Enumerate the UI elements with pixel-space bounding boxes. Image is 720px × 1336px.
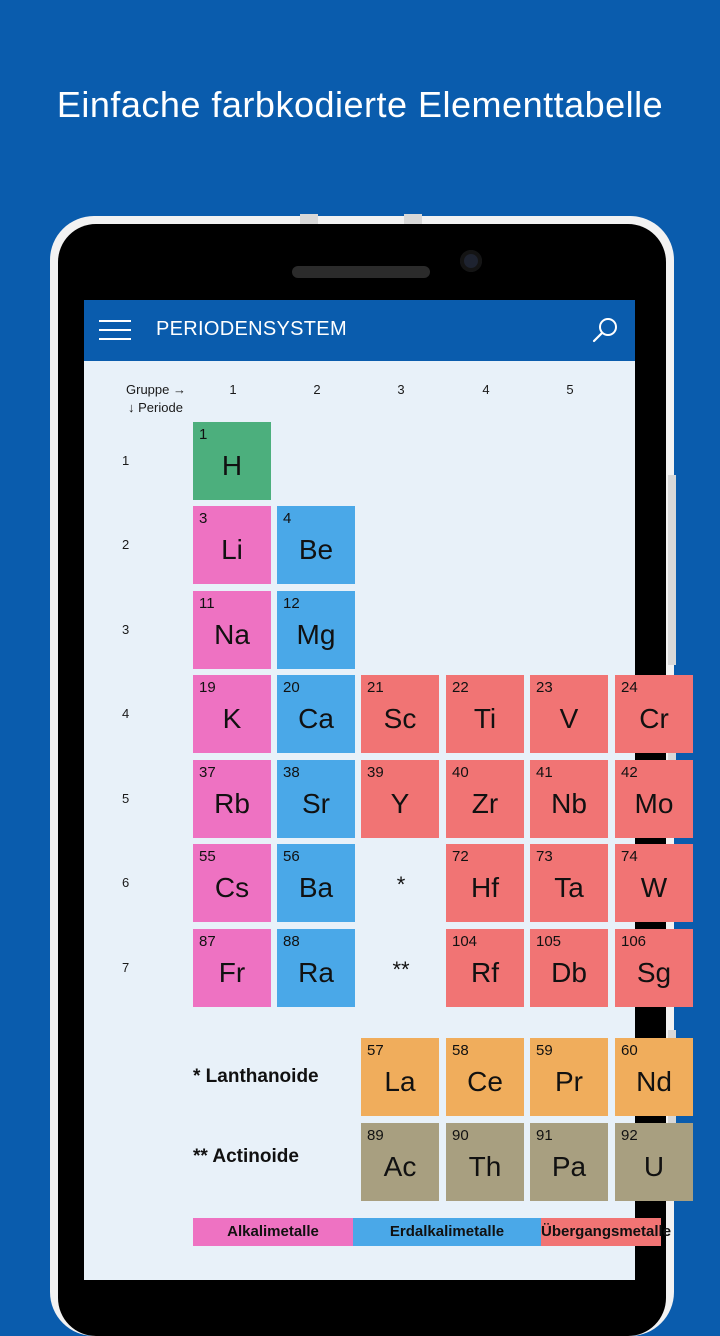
period-number: 1 — [122, 453, 130, 468]
atomic-number: 1 — [199, 426, 208, 443]
element-symbol: Rf — [471, 957, 499, 988]
element-cell-sc[interactable] — [361, 675, 439, 753]
element-symbol: U — [643, 1151, 665, 1182]
search-icon[interactable] — [592, 317, 618, 343]
element-symbol: Zr — [471, 788, 499, 819]
element-cell-u[interactable] — [615, 1123, 693, 1201]
atomic-number: 41 — [536, 764, 553, 781]
atomic-number: 38 — [283, 764, 300, 781]
atomic-number: 72 — [452, 848, 469, 865]
element-symbol: Ta — [554, 872, 584, 903]
element-cell-ca[interactable] — [277, 675, 355, 753]
atomic-number: 92 — [621, 1127, 638, 1144]
element-cell-ta[interactable] — [530, 844, 608, 922]
element-symbol: Nb — [551, 788, 587, 819]
element-cell-ce[interactable] — [446, 1038, 524, 1116]
period-number: 5 — [122, 791, 130, 806]
app-bar — [84, 300, 635, 361]
element-symbol: Th — [468, 1151, 502, 1182]
lanthanide-marker: * — [396, 872, 406, 897]
atomic-number: 90 — [452, 1127, 469, 1144]
element-symbol: Db — [551, 957, 587, 988]
period-axis-header: ↓ Periode — [128, 400, 183, 415]
element-cell-nd[interactable] — [615, 1038, 693, 1116]
atomic-number: 22 — [452, 679, 469, 696]
atomic-number: 3 — [199, 510, 208, 527]
element-symbol: Y — [390, 788, 410, 819]
app-title: PERIODENSYSTEM — [156, 318, 347, 340]
app-screen — [84, 300, 674, 1280]
actinide-series-label: ** Actinoide — [193, 1146, 299, 1167]
period-number: 4 — [122, 706, 130, 721]
atomic-number: 105 — [536, 933, 562, 950]
group-number: 1 — [229, 382, 237, 397]
atomic-number: 58 — [452, 1042, 469, 1059]
element-cell-cs[interactable] — [193, 844, 271, 922]
element-cell-pr[interactable] — [530, 1038, 608, 1116]
atomic-number: 89 — [367, 1127, 384, 1144]
element-cell-rb[interactable] — [193, 760, 271, 838]
group-number: 3 — [397, 382, 405, 397]
element-cell-pa[interactable] — [530, 1123, 608, 1201]
lanthanide-series-label: * Lanthanoide — [193, 1066, 319, 1087]
element-symbol: Mo — [634, 788, 674, 819]
element-symbol: Cr — [639, 703, 669, 734]
element-symbol: Pr — [555, 1066, 583, 1097]
element-cell-fr[interactable] — [193, 929, 271, 1007]
element-symbol: K — [222, 703, 242, 734]
element-cell-k[interactable] — [193, 675, 271, 753]
atomic-number: 91 — [536, 1127, 553, 1144]
atomic-number: 19 — [199, 679, 216, 696]
earpiece-speaker — [292, 266, 430, 278]
atomic-number: 74 — [621, 848, 638, 865]
element-cell-w[interactable] — [615, 844, 693, 922]
atomic-number: 4 — [283, 510, 292, 527]
atomic-number: 73 — [536, 848, 553, 865]
phone-volume-button — [668, 475, 676, 665]
element-symbol: Ce — [467, 1066, 503, 1097]
atomic-number: 56 — [283, 848, 300, 865]
element-cell-v[interactable] — [530, 675, 608, 753]
element-symbol: Sc — [383, 703, 417, 734]
element-symbol: Ba — [298, 872, 334, 903]
atomic-number: 12 — [283, 595, 300, 612]
element-cell-be[interactable] — [277, 506, 355, 584]
element-symbol: Ca — [298, 703, 334, 734]
element-cell-ba[interactable] — [277, 844, 355, 922]
element-symbol: W — [640, 872, 668, 903]
group-axis-header: Gruppe → — [126, 382, 186, 397]
element-symbol: Mg — [296, 619, 336, 650]
atomic-number: 23 — [536, 679, 553, 696]
atomic-number: 20 — [283, 679, 300, 696]
element-cell-rf[interactable] — [446, 929, 524, 1007]
phone-top-button — [300, 214, 318, 224]
legend-item-alkali: Alkalimetalle — [193, 1218, 353, 1246]
atomic-number: 11 — [199, 595, 215, 612]
promo-title: Einfache farbkodierte Elementtabelle — [56, 84, 664, 125]
period-number: 6 — [122, 875, 130, 890]
element-symbol: Ti — [473, 703, 497, 734]
group-number: 4 — [482, 382, 490, 397]
element-cell-h[interactable] — [193, 422, 271, 500]
element-symbol: Fr — [218, 957, 246, 988]
element-symbol: Hf — [471, 872, 499, 903]
atomic-number: 24 — [621, 679, 638, 696]
element-cell-ra[interactable] — [277, 929, 355, 1007]
element-symbol: Sr — [302, 788, 330, 819]
element-symbol: Cs — [214, 872, 250, 903]
element-symbol: Ra — [298, 957, 334, 988]
actinide-marker: ** — [392, 957, 410, 982]
atomic-number: 39 — [367, 764, 384, 781]
element-cell-sr[interactable] — [277, 760, 355, 838]
element-cell-na[interactable] — [193, 591, 271, 669]
element-symbol: Rb — [214, 788, 250, 819]
element-symbol: Be — [298, 534, 334, 565]
element-cell-zr[interactable] — [446, 760, 524, 838]
atomic-number: 40 — [452, 764, 469, 781]
element-symbol: H — [221, 450, 243, 481]
atomic-number: 104 — [452, 933, 478, 950]
atomic-number: 55 — [199, 848, 216, 865]
front-camera — [460, 250, 482, 272]
atomic-number: 57 — [367, 1042, 384, 1059]
atomic-number: 88 — [283, 933, 300, 950]
element-symbol: Pa — [551, 1151, 587, 1182]
element-cell-mo[interactable] — [615, 760, 693, 838]
element-cell-sg[interactable] — [615, 929, 693, 1007]
element-cell-ac[interactable] — [361, 1123, 439, 1201]
group-number: 5 — [566, 382, 574, 397]
period-number: 7 — [122, 960, 130, 975]
element-cell-th[interactable] — [446, 1123, 524, 1201]
element-cell-hf[interactable] — [446, 844, 524, 922]
element-cell-la[interactable] — [361, 1038, 439, 1116]
element-cell-mg[interactable] — [277, 591, 355, 669]
group-number: 2 — [313, 382, 321, 397]
element-cell-nb[interactable] — [530, 760, 608, 838]
element-symbol: La — [384, 1066, 416, 1097]
element-cell-li[interactable] — [193, 506, 271, 584]
element-symbol: Nd — [636, 1066, 672, 1097]
atomic-number: 42 — [621, 764, 638, 781]
element-cell-cr[interactable] — [615, 675, 693, 753]
atomic-number: 59 — [536, 1042, 553, 1059]
phone-top-button — [404, 214, 422, 224]
element-symbol: V — [559, 703, 579, 734]
period-number: 2 — [122, 537, 130, 552]
hamburger-menu-icon[interactable] — [99, 320, 131, 340]
legend-item-alkaline: Erdalkalimetalle — [353, 1218, 541, 1246]
element-cell-ti[interactable] — [446, 675, 524, 753]
element-symbol: Na — [214, 619, 250, 650]
legend-item-transition: Übergangsmetalle — [541, 1218, 661, 1246]
atomic-number: 60 — [621, 1042, 638, 1059]
element-symbol: Sg — [636, 957, 672, 988]
atomic-number: 21 — [367, 679, 384, 696]
atomic-number: 87 — [199, 933, 216, 950]
atomic-number: 37 — [199, 764, 216, 781]
element-cell-db[interactable] — [530, 929, 608, 1007]
atomic-number: 106 — [621, 933, 647, 950]
period-number: 3 — [122, 622, 130, 637]
element-symbol: Ac — [383, 1151, 417, 1182]
element-symbol: Li — [221, 534, 243, 565]
element-cell-y[interactable] — [361, 760, 439, 838]
